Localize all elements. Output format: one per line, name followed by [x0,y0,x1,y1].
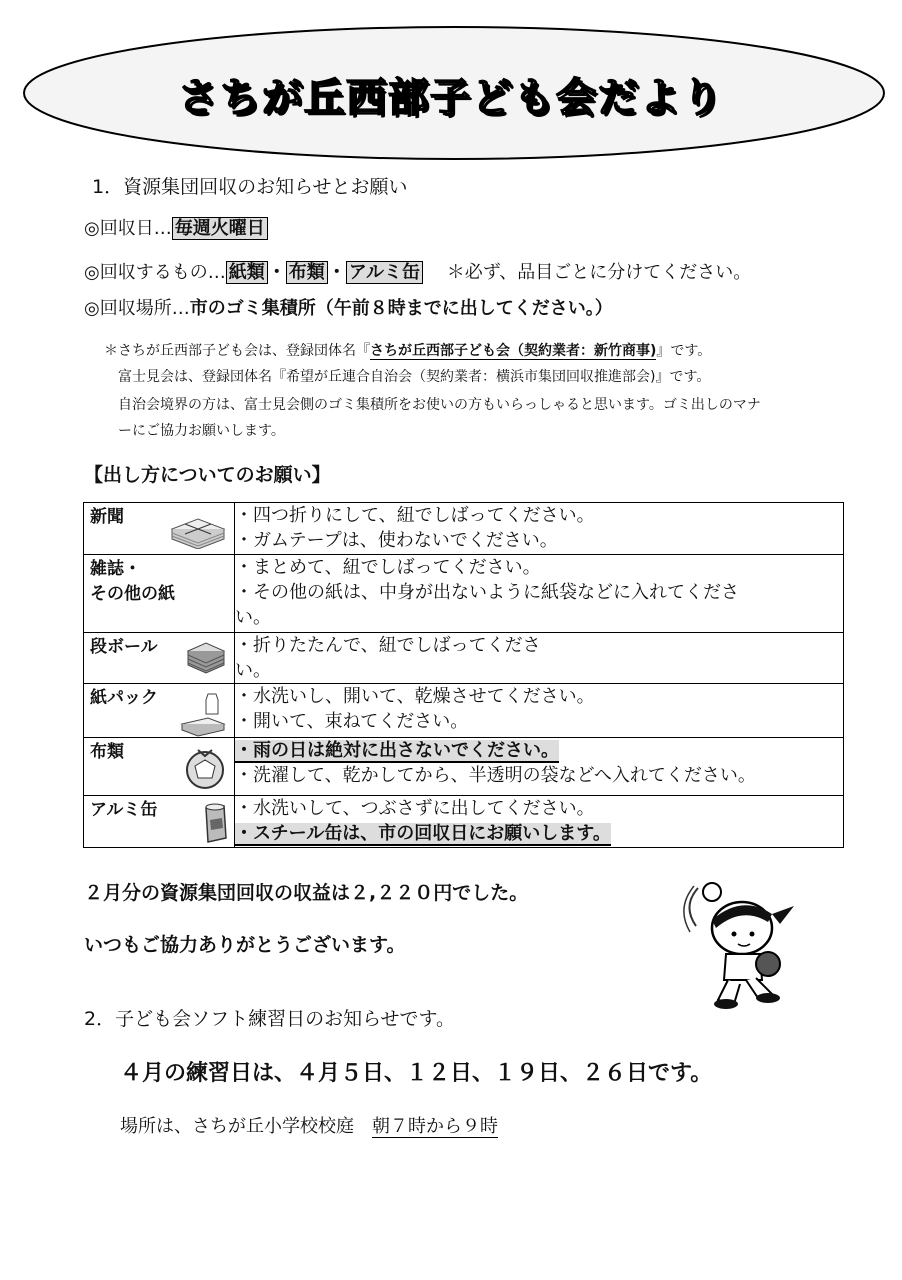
item-aluminum: アルミ缶 [346,261,423,284]
thanks-text: いつもご協力ありがとうございます。 [84,934,406,956]
instruction-line: い。 [235,660,271,681]
category-cell [84,555,235,633]
practice-time: 朝７時から９時 [372,1116,498,1137]
instruction-line [235,738,843,763]
table-row [84,738,844,796]
disposal-guide-table [83,502,844,848]
category-cell [84,633,235,684]
category-cell [84,684,235,738]
guide-heading: 【出し方についてのお願い】 [84,464,331,486]
steel-can-note: ・スチール缶は、市の回収日にお願いします。 [235,823,611,844]
table-row [84,503,844,555]
category-cell [84,796,235,848]
section1-heading: 1．資源集団回収のお知らせとお願い [92,176,408,198]
page-title: さちが丘西部子ども会だより [178,75,724,121]
table-row [84,684,844,738]
group-note-1-post: 』です。 [656,343,712,359]
instruction-line: ・水洗いし、開いて、乾燥させてください。 [235,686,595,707]
group-note-3: 自治会境界の方は、富士見会側のゴミ集積所をお使いの方もいらっしゃると思います。ゴミ出しのマナ [118,397,761,413]
proceeds-text: ２月分の資源集団回収の収益は２,２２０円でした。 [84,882,529,904]
cloth-bag-icon [182,744,228,790]
aluminum-can-icon [198,802,228,846]
instruction-line: い。 [235,607,271,628]
rain-warning: ・雨の日は絶対に出さないでください。 [235,740,559,761]
item-sep-1: ・ [267,262,286,283]
table-row [84,633,844,684]
category-aluminum-can: アルミ缶 [90,800,158,820]
category-cell [84,738,235,796]
instruction-cell [235,633,844,684]
collection-day-value: 毎週火曜日 [172,217,268,240]
collection-items-line [84,258,751,284]
instruction-line: ・開いて、束ねてください。 [235,711,469,732]
table-row [84,796,844,848]
instruction-line: ・水洗いして、つぶさずに出してください。 [235,798,595,819]
item-sep-2: ・ [327,262,346,283]
category-cardboard: 段ボール [90,637,158,657]
instruction-cell [235,738,844,796]
practice-place: 場所は、さちが丘小学校校庭 [120,1116,372,1137]
category-cell [84,503,235,555]
item-cloth: 布類 [286,261,328,284]
instruction-line [235,821,843,846]
instruction-cell [235,555,844,633]
group-note-2: 富士見会は、登録団体名『希望が丘連合自治会（契約業者：横浜市集団回収推進部会)』です。 [118,369,711,385]
instruction-line: ・まとめて、紐でしばってください。 [235,557,541,578]
instruction-cell [235,684,844,738]
instruction-cell [235,796,844,848]
sort-note: ＊必ず、品目ごとに分けてください。 [446,262,752,283]
location-label: ◎回収場所… [84,298,190,319]
group-note-1-name: さちが丘西部子ども会（契約業者：新竹商事) [370,343,657,359]
collection-day-line [84,214,268,240]
softball-player-illustration [676,876,800,1012]
practice-place-line [120,1112,498,1138]
instruction-line: ・折りたたんで、紐でしばってくださ [235,635,541,656]
instruction-line: ・洗濯して、乾かしてから、半透明の袋などへ入れてください。 [235,765,756,786]
category-cloth: 布類 [90,742,124,762]
group-note-4: ーにご協力お願いします。 [118,423,285,439]
item-paper: 紙類 [226,261,268,284]
category-newspaper: 新聞 [90,507,124,527]
collection-items-label: ◎回収するもの… [84,262,226,283]
collection-location-line [84,294,613,320]
instruction-line: ・ガムテープは、使わないでください。 [235,530,558,551]
section2-heading: 2．子ども会ソフト練習日のお知らせです。 [84,1008,455,1030]
group-note-1 [104,338,711,364]
practice-dates: ４月の練習日は、４月５日、１２日、１９日、２６日です。 [120,1061,713,1086]
cardboard-bundle-icon [184,639,228,675]
newspaper-bundle-icon [168,509,228,549]
instruction-line: ・その他の紙は、中身が出ないように紙袋などに入れてくださ [235,582,739,603]
instruction-line: ・四つ折りにして、紐でしばってください。 [235,505,595,526]
collection-day-label: ◎回収日… [84,218,172,239]
category-magazines: 雑誌・ その他の紙 [90,559,175,604]
milk-carton-icon [178,690,228,738]
location-value: 市のゴミ集積所（午前８時までに出してください。） [189,298,613,319]
group-note-1-pre: ＊さちが丘西部子ども会は、登録団体名『 [104,343,370,359]
category-milk-carton: 紙パック [90,688,158,708]
instruction-cell [235,503,844,555]
table-row [84,555,844,633]
